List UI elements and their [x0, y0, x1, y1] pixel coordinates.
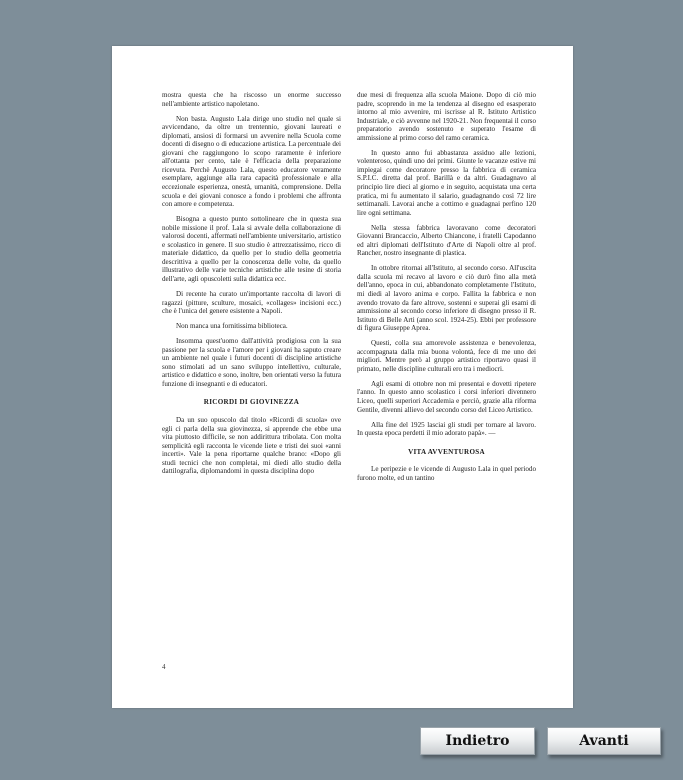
paragraph: Bisogna a questo punto sottolineare che in questa sua nobile missione il prof. Lala si avvale della collaborazione di valorosi docenti, affermati nell'ambiente universitario, artistico e scolastico in genere. Il suo studio è attrezzatissimo, ricco di materiale didattico, da quello per lo studio della geometria descrittiva a quello per la conoscenza delle volte, da quello illustrativo delle varie tecniche artistiche alle tesine di storia dell'arte, agli opuscoletti sulla didattica ecc.	[162, 215, 341, 283]
paragraph: Nella stessa fabbrica lavoravano come decoratori Giovanni Brancaccio, Alberto Chiancone, i fratelli Capodanno ed altri diplomati dell'Istituto d'Arte di Napoli oltre al prof. Rancher, nostro insegnante di plastica.	[357, 223, 536, 258]
paragraph: In ottobre ritornai all'Istituto, al secondo corso. All'uscita dalla scuola mi recavo al lavoro e ciò durò fino alla metà dell'anno, epoca in cui, abbandonato completamente l'Istituto, mi diedi al lavoro anima e corpo. Fallita la fabbrica e non avendo trovato da fare altrove, sostenni e superai gli esami di ammissione al secondo corso inferiore di disegno presso il R. Istituto di Belle Arti (anno scol. 1924-25). Ebbi per professore di figura Giuseppe Aprea.	[357, 264, 536, 333]
paragraph: In questo anno fui abbastanza assiduo alle lezioni, volenteroso, quindi uno dei primi. Giunte le vacanze estive mi impiegai come decoratore presso la fabbrica di ceramica S.P.I.C. diretta dal prof. Barillà e da altri. Guadagnavo al principio lire dieci al giorno e in seguito, acquistata una certa pratica, mi fu aumentato il salario, guadagnando così 72 lire settimanali. Lavorai anche a cottimo e guadagnai perfino 120 lire ogni settimana.	[357, 148, 536, 217]
paragraph: mostra questa che ha riscosso un enorme successo nell'ambiente artistico napoletano.	[162, 91, 341, 108]
page-number: 4	[162, 663, 166, 671]
right-text-column	[357, 91, 536, 489]
section-heading: RICORDI DI GIOVINEZZA	[203, 398, 300, 407]
next-button[interactable]: Avanti	[547, 727, 661, 755]
paragraph: Questi, colla sua amorevole assistenza e benevolenza, accompagnata dalla mia buona volontà, fece di me uno dei migliori. Mentre però al gruppo artistico riportavo quasi il primato, nelle discipline culturali ero tra i mediocri.	[357, 339, 536, 373]
paragraph: Da un suo opuscolo dal titolo «Ricordi di scuola» ove egli ci parla della sua giovinezza, si apprende che ebbe una vita piuttosto difficile, se non addirittura tribolata. Con molta semplicità egli racconta le vicende liete e tristi dei suoi «anni incerti». Vale la pena riportarne qualche brano: «Dopo gli studi tecnici che non completai, mi diedi allo studio della dattilografia, diplomandomi in questa disciplina dopo	[162, 416, 341, 476]
left-text-column	[162, 91, 341, 482]
paragraph: due mesi di frequenza alla scuola Maione. Dopo di ciò mio padre, scoprendo in me la tendenza al disegno ed esasperato intorno al mio avvenire, mi iscrisse al R. Istituto Artistico Industriale, e ciò avvenne nel 1920-21. Non frequentai il corso preparatorio avendo sostenuto e superato l'esame di ammissione al primo corso del ramo ceramica.	[357, 91, 536, 142]
paragraph: Non basta. Augusto Lala dirige uno studio nel quale si avvicendano, da oltre un trentennio, giovani laureati e diplomati, ansiosi di formarsi un avvenire nella Scuola come docenti di disegno o di educazione artistica. La percentuale dei giovani che raggiungono lo scopo raramente è inferiore all'ottanta per cento, tale è l'efficacia della preparazione ricevuta. Perchè Augusto Lala, questo educatore veramente esemplare, aggiunge alla rara capacità professionale e alla eccezionale esperienza, onestà, umanità, comprensione. Della scuola e dei giovani conosce a fondo i problemi che affronta con amore e competenza.	[162, 114, 341, 209]
paragraph: Le peripezie e le vicende di Augusto Lala in quel periodo furono molte, ed un tantino	[357, 465, 536, 482]
document-page	[112, 46, 573, 708]
paragraph: Agli esami di ottobre non mi presentai e dovetti ripetere l'anno. In questo anno scolastico i corsi inferiori divennero Liceo, quelli superiori Accademia e perciò, grazie alla riforma Gentile, divenni allievo del secondo corso del Liceo Artistico.	[357, 379, 536, 414]
back-button[interactable]: Indietro	[420, 727, 535, 755]
paragraph: Alla fine del 1925 lasciai gli studi per tornare al lavoro. In questa epoca perdetti il mio adorato papà». —	[357, 420, 536, 438]
paragraph: Di recente ha curato un'importante raccolta di lavori di ragazzi (pitture, sculture, mosaici, «collages» incisioni ecc.) che è l'unica del genere esistente a Napoli.	[162, 289, 341, 316]
paragraph: Insomma quest'uomo dall'attività prodigiosa con la sua passione per la scuola e l'amore per i giovani ha saputo creare un ambiente nel quale i futuri docenti di discipline artistiche sono stimolati ad un sano sviluppo intellettivo, culturale, artistico e didattico e sono, inoltre, ben orientati verso la futura funzione di insegnanti e di educatori.	[162, 337, 341, 388]
paragraph: Non manca una fornitissima biblioteca.	[176, 322, 288, 331]
section-heading: VITA AVVENTUROSA	[408, 447, 485, 456]
